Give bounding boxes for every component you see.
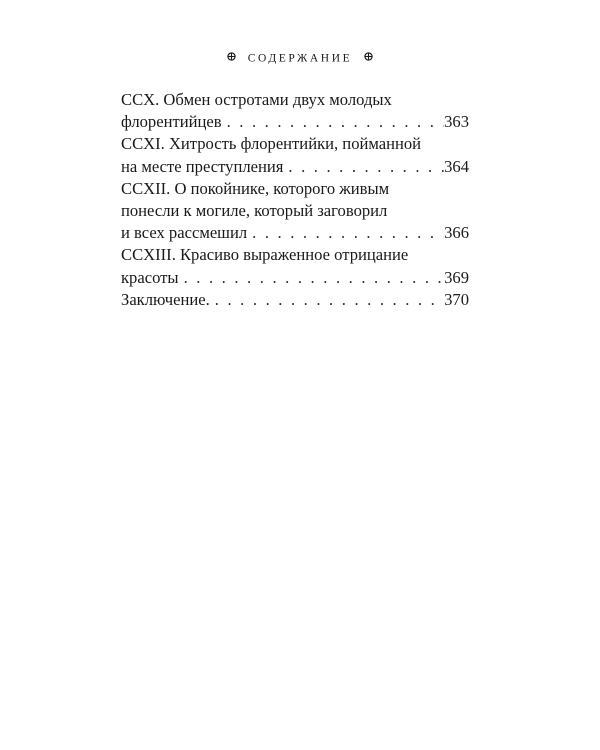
dot-leader [210,289,444,311]
toc-entry-line [121,244,469,266]
dot-leader [283,156,444,178]
dot-leader [222,111,445,133]
toc-entry-line [121,222,469,244]
toc-entry-line [121,289,469,311]
ornament-icon [227,50,236,66]
toc-page-number: 363 [444,112,469,132]
toc-page-number: 366 [444,223,469,243]
toc-entry-line [121,200,469,222]
toc-entry-line [121,267,469,289]
toc-entry-title: Заключение. [121,289,210,309]
toc-entry-title: красоты [121,267,179,287]
toc-entry-line [121,89,469,111]
toc-entry [121,133,469,177]
page-title: СОДЕРЖАНИЕ [247,52,353,65]
toc-entry-title: CCXIII. Красиво выраженное отрицание [121,245,409,265]
toc-entry [121,89,469,133]
dot-leader [179,267,445,289]
toc-entry-title: на месте преступления [121,156,284,176]
toc-entry [121,178,469,245]
toc-entry-title: и всех рассмешил [121,223,248,243]
toc-page-number: 370 [444,289,469,309]
table-of-contents [121,89,469,311]
toc-entry [121,244,469,288]
toc-page-number: 364 [444,156,469,176]
toc-entry-line [121,156,469,178]
toc-entry-title: CCXI. Хитрость флорентийки, пойманной [121,134,422,154]
dot-leader [247,222,444,244]
toc-entry-title: CCXII. О покойнике, которого живым [121,178,390,198]
toc-entry-title: понесли к могиле, который заговорил [121,200,388,220]
toc-entry-title: флорентийцев [121,112,222,132]
ornament-icon [364,50,373,66]
toc-entry [121,289,469,311]
toc-entry-line [121,178,469,200]
toc-entry-line [121,111,469,133]
running-header [0,50,600,66]
toc-entry-line [121,133,469,155]
toc-page-number: 369 [444,267,469,287]
toc-entry-title: CCX. Обмен остротами двух молодых [121,90,392,109]
